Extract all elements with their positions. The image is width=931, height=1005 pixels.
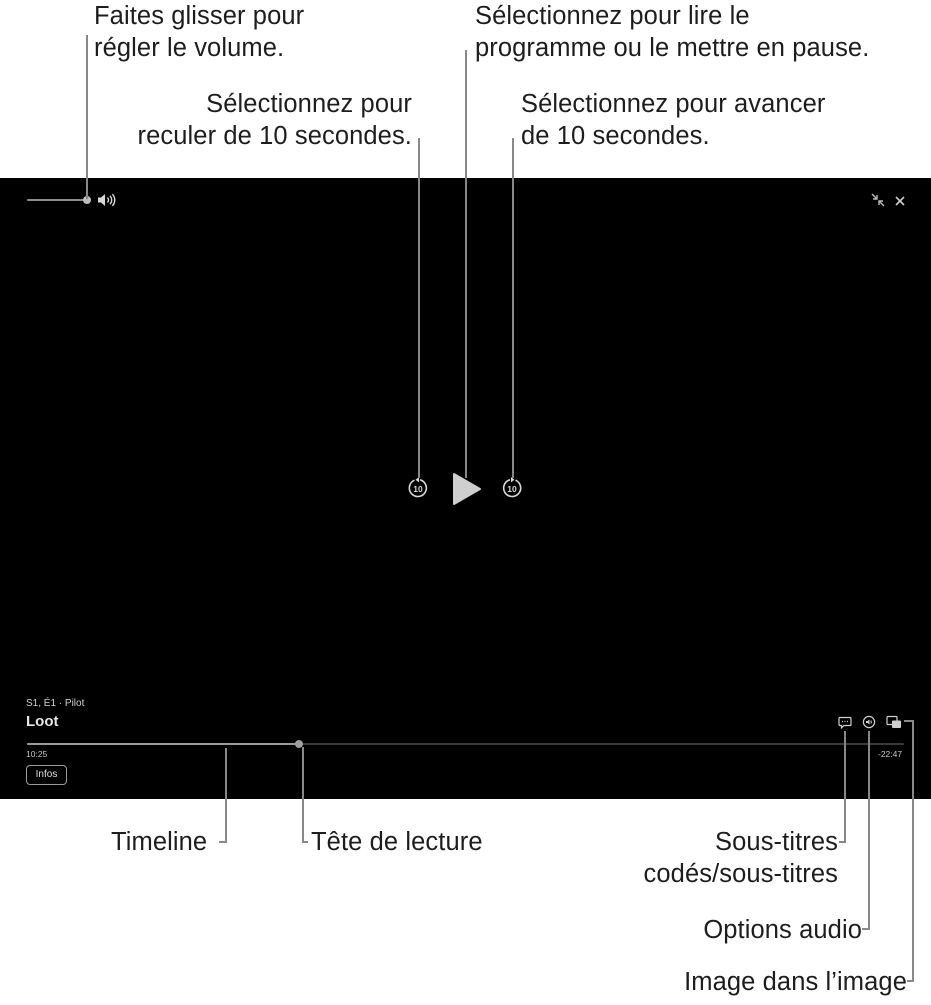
leader-subtitles-tick (839, 841, 846, 843)
callout-playhead: Tête de lecture (311, 828, 483, 856)
volume-slider-track[interactable] (27, 199, 87, 201)
callout-audio-options: Options audio (703, 916, 862, 944)
audio-options-icon[interactable] (862, 715, 876, 729)
timeline-progress (27, 743, 299, 745)
subtitles-icon[interactable] (838, 715, 852, 729)
leader-timeline-tick (219, 841, 227, 843)
leader-timeline (225, 748, 227, 843)
elapsed-time: 10:25 (26, 749, 48, 759)
callout-subtitles: Sous-titres codés/sous-titres (643, 828, 838, 888)
skip-forward-10-icon[interactable] (500, 476, 524, 500)
callout-volume: Faites glisser pour régler le volume. (94, 2, 305, 62)
leader-audio-tick (862, 928, 870, 930)
speaker-icon[interactable] (96, 192, 118, 208)
callout-skip-back: Sélectionnez pour reculer de 10 secondes. (137, 90, 412, 150)
leader-playhead-tick (302, 841, 308, 843)
episode-label: S1, É1 · Pilot (26, 698, 85, 709)
leader-subtitles (844, 731, 846, 843)
leader-play-pause (465, 50, 467, 478)
picture-in-picture-icon[interactable] (886, 715, 902, 729)
callout-skip-forward: Sélectionnez pour avancer de 10 secondes. (521, 90, 826, 150)
leader-audio (868, 731, 870, 930)
play-icon[interactable] (452, 472, 482, 506)
skip-back-seconds: 10 (413, 484, 423, 495)
leader-volume (86, 35, 88, 199)
info-button[interactable]: Infos (26, 765, 67, 785)
callout-timeline: Timeline (111, 828, 208, 856)
callout-play-pause: Sélectionnez pour lire le programme ou le mettre en pause. (475, 2, 870, 62)
remaining-time: -22:47 (878, 749, 903, 759)
leader-skip-back (418, 138, 420, 478)
leader-pip (912, 720, 914, 982)
collapse-icon[interactable] (870, 192, 886, 208)
leader-pip-tick (907, 980, 914, 982)
show-title: Loot (26, 713, 59, 730)
timeline-bar[interactable] (27, 743, 904, 745)
skip-forward-seconds: 10 (507, 484, 517, 495)
skip-back-10-icon[interactable] (406, 476, 430, 500)
leader-skip-forward (512, 138, 514, 478)
callout-picture-in-picture: Image dans l’image (684, 968, 907, 996)
leader-playhead (302, 747, 304, 843)
close-icon[interactable] (893, 194, 907, 208)
